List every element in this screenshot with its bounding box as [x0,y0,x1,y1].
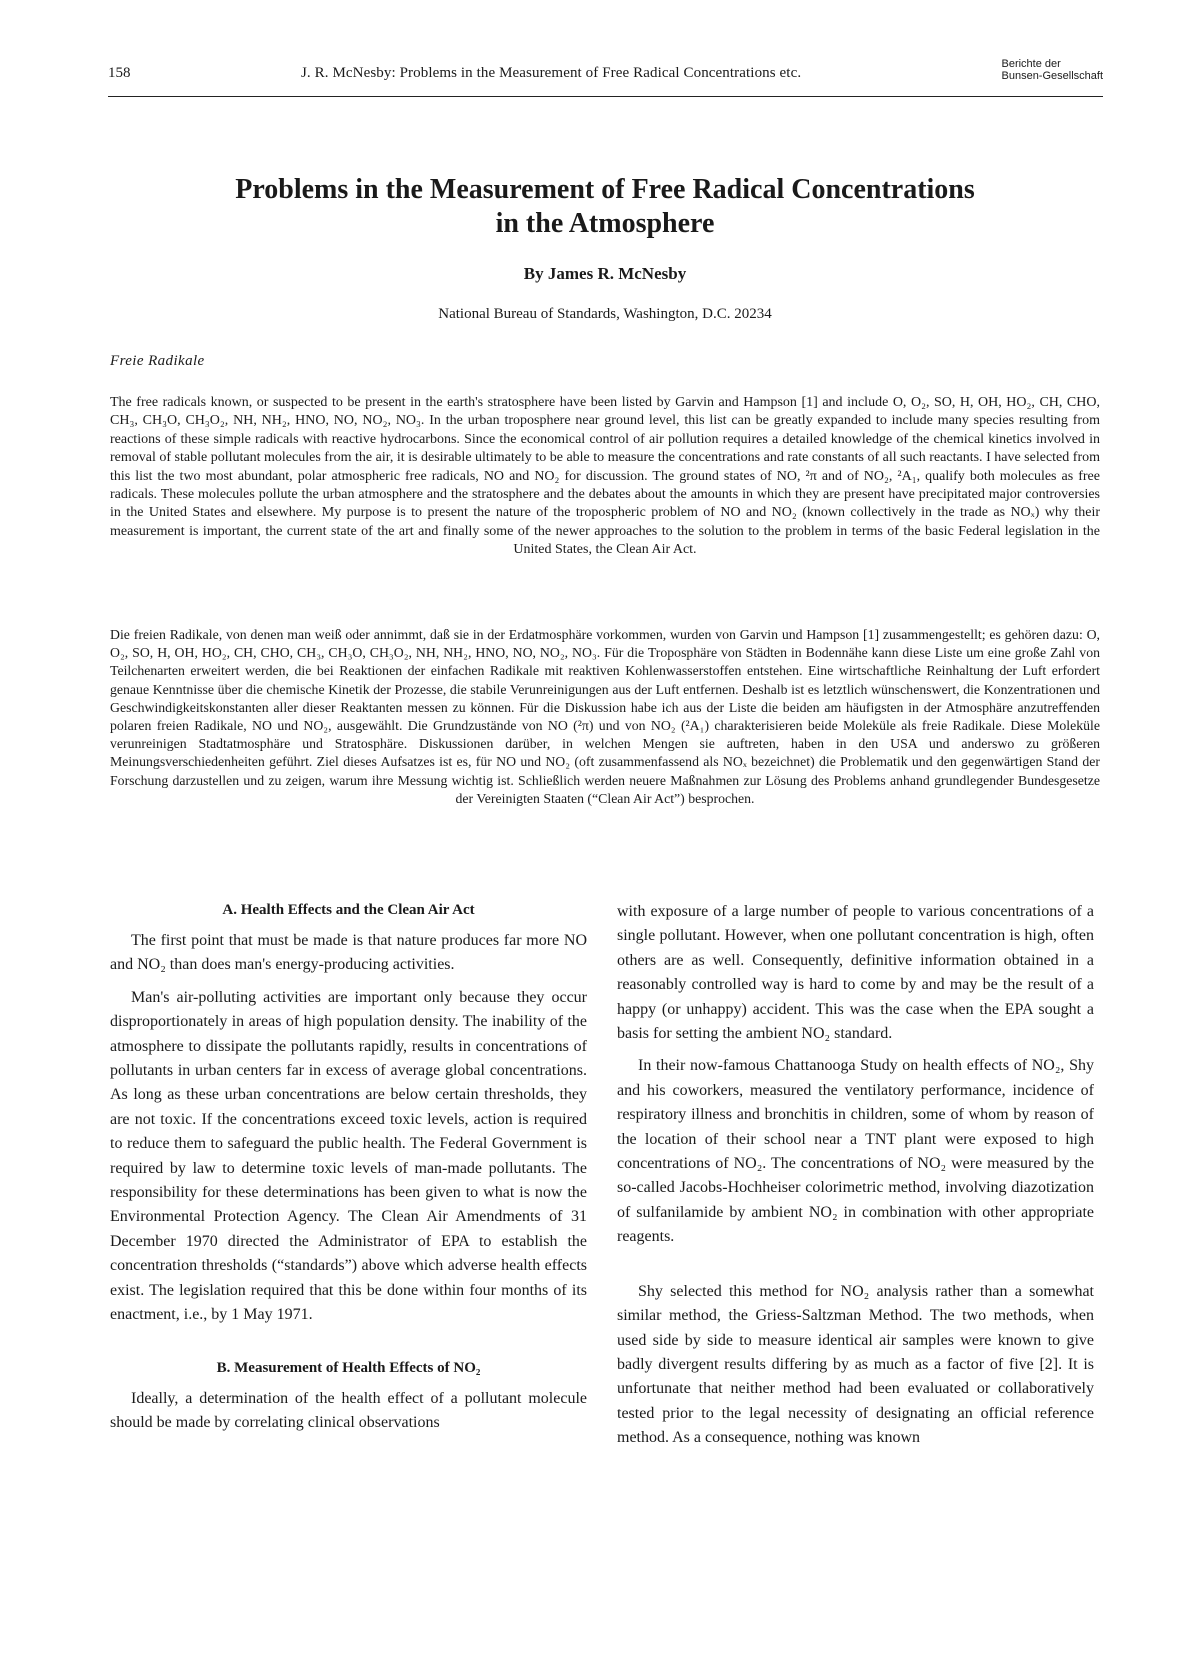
article-title [150,173,1060,241]
journal-line-1: Berichte der [1001,58,1061,70]
section-b-paragraph-1: Ideally, a determination of the health effect of a pollutant molecule should be made by correlating clinical observations [110,1389,587,1431]
abstract-german: Die freien Radikale, von denen man weiß oder annimmt, daß sie in der Erdatmosphäre vorkommen, wurden von Garvin und Hampson [1] zusammengestellt; es gehören dazu: O, O₂, SO, H, OH, HO₂, CH, CHO, CH₃, CH₃O, CH₃O₂, NH, NH₂, HNO, NO, NO₂, NO₃. Für die Troposphäre von Städten in Bodennähe kann diese Liste um eine große Zahl von Teilchenarten erweitert werden, die bei Reaktionen der einfachen Radikale mit reaktiven Kohlenwasserstoffen entstehen. Eine wirtschaftliche Reinhaltung der Luft erfordert genaue Kenntnisse über die chemische Kinetik der Prozesse, die stabile Verunreinigungen aus der Luft entfernen. Deshalb ist es letztlich wünschenswert, die Konzentrationen und Geschwindigkeitskonstanten aller dieser Reaktanten messen zu können. Für die Diskussion habe ich aus der Liste die beiden am häufigsten in der Atmosphäre anzutreffenden polaren freien Radikale, NO und NO₂, ausgewählt. Die Grundzustände von NO (²π) und von NO₂ (²A₁) charakterisieren beide Moleküle als freie Radikale. Diese Moleküle verunreinigen Stadtatmosphäre und Stratosphäre. Diskussionen darüber, in welchen Mengen sie auftreten, haben in den USA und anderswo zu größeren Meinungsverschiedenheiten geführt. Ziel dieses Aufsatzes ist es, für NO und NO₂ (oft zusammenfassend als NOₓ bezeichnet) die Problematik und den gegenwärtigen Stand der Forschung darzustellen und zu zeigen, warum ihre Messung wichtig ist. Schließlich werden neuere Maßnahmen zur Lösung des Problems anhand grundlegender Bundesgesetze der Vereinigten Staaten (“Clean Air Act”) besprochen. [110,627,1100,806]
title-line-2: in the Atmosphere [495,208,715,239]
section-b-paragraph-2: In their now-famous Chattanooga Study on health effects of NO₂, Shy and his coworkers, measured the ventilatory performance, incidence of respiratory illness and bronchitis in children, some of whom by reason of the location of their school near a TNT plant were exposed to high concentrations of NO₂. The concentrations of NO₂ were measured by the so-called Jacobs-Hochheiser colorimetric method, involving diazotization of sulfanilamide by ambient NO₂ in combination with other appropriate reagents. [617,1057,1094,1246]
header-rule [108,96,1103,97]
running-title: J. R. McNesby: Problems in the Measurement of Free Radical Concentrations etc. [301,65,802,81]
section-b-paragraph-3: Shy selected this method for NO₂ analysis rather than a somewhat similar method, the Griess-Saltzman Method. The two methods, when used side by side to measure identical air samples were known to give badly divergent results differing by as much as a factor of five [2]. It is unfortunate that neither method had been evaluated or collaboratively tested prior to the legal necessity of designating an official reference method. As a consequence, nothing was known [617,1282,1094,1447]
page-number: 158 [108,65,131,81]
journal-name [1002,58,1104,82]
section-a-paragraph-2: Man's air-polluting activities are important only because they occur disproportionately in areas of high population density. The inability of the atmosphere to dissipate the pollutants rapidly, results in concentrations of pollutants in urban centers far in excess of average global concentrations. As long as these urban concentrations are below certain thresholds, they are not toxic. If the concentrations exceed toxic levels, action is required to reduce them to safeguard the public health. The Federal Government is required by law to determine toxic levels of man-made pollutants. The responsibility for these determinations has been given to what is now the Environmental Protection Agency. The Clean Air Amendments of 31 December 1970 directed the Administrator of EPA to establish the concentration thresholds (“standards”) above which adverse health effects exist. The legislation required that this be done within four months of its enactment, i.e., by 1 May 1971. [110,988,587,1324]
abstract-english: The free radicals known, or suspected to be present in the earth's stratosphere have been listed by Garvin and Hampson [1] and include O, O₂, SO, H, OH, HO₂, CH, CHO, CH₃, CH₃O, CH₃O₂, NH, NH₂, HNO, NO, NO₂, NO₃. In the urban troposphere near ground level, this list can be greatly expanded to include many species resulting from reactions of these simple radicals with reactive hydrocarbons. Since the economical control of air pollution requires a detailed knowledge of the chemical kinetics involved in removal of stable pollutant molecules from the air, it is desirable ultimately to be able to measure the concentrations and rate constants of all such reactants. I have selected from this list the two most abundant, polar atmospheric free radicals, NO and NO₂ for discussion. The ground states of NO, ²π and of NO₂, ²A₁, qualify both molecules as free radicals. These molecules pollute the urban atmosphere and the stratosphere and the debates about the amounts in which they are present have precipitated major controversies in the United States and elsewhere. My purpose is to present the nature of the tropospheric problem of NO and NO₂ (known collectively in the trade as NOₓ) why their measurement is important, the current state of the art and finally some of the newer approaches to the solution to the problem in terms of the basic Federal legislation in the United States, the Clean Air Act. [110,395,1100,558]
left-column [110,900,587,1443]
running-header [108,58,1103,98]
journal-line-2: Bunsen-Gesellschaft [1001,70,1103,82]
title-line-1: Problems in the Measurement of Free Radical Concentrations [235,174,975,205]
section-a-paragraph-1: The first point that must be made is that nature produces far more NO and NO₂ than does man's energy-producing activities. [110,932,587,974]
keyword: Freie Radikale [110,353,205,369]
section-b-paragraph-1-continued: with exposure of a large number of people to various concentrations of a single pollutant. However, when one pollutant concentration is high, often others are as well. Consequently, definitive information obtained in a reasonably controlled way is hard to come by and may be the result of a happy (or unhappy) accident. This was the case when the EPA sought a basis for setting the ambient NO₂ standard. [617,903,1094,1043]
section-a-heading: A. Health Effects and the Clean Air Act [222,902,475,918]
author-byline: By James R. McNesby [523,264,687,283]
right-column [617,900,1094,1459]
author-affiliation: National Bureau of Standards, Washington, D.C. 20234 [438,306,772,322]
section-b-heading: B. Measurement of Health Effects of NO₂ [216,1359,481,1376]
